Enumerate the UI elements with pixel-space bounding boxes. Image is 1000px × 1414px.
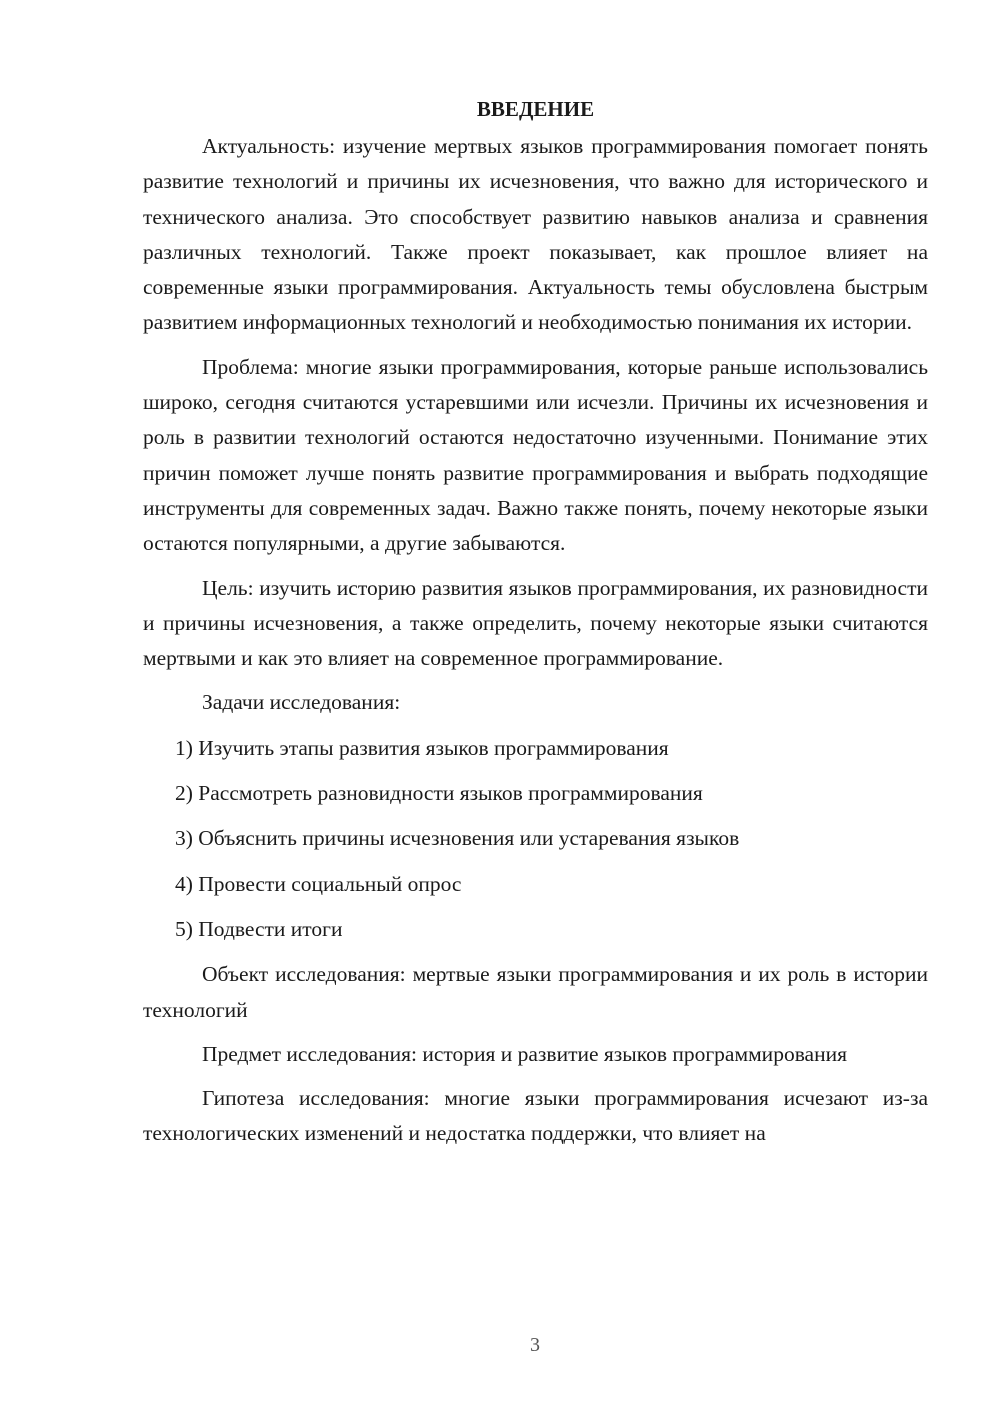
tasks-list <box>143 731 928 947</box>
list-item: 4) Провести социальный опрос <box>175 871 462 896</box>
object-paragraph: Объект исследования: мертвые языки программирования и их роль в истории технологий <box>143 962 928 1022</box>
problem-paragraph: Проблема: многие языки программирования, которые раньше использовались широко, сегодня считаются устаревшими или исчезли. Причины их исчезновения и роль в развитии технологий остаются недостаточно изученными. Понимание этих причин поможет лучше понять развитие программирования и выбрать подходящие инструменты для современных задач. Важно также понять, почему некоторые языки остаются популярными, а другие забываются. <box>143 354 928 556</box>
document-page <box>143 92 928 1161</box>
list-item: 2) Рассмотреть разновидности языков программирования <box>175 781 703 806</box>
relevance-paragraph: Актуальность: изучение мертвых языков программирования помогает понять развитие технологий и причины их исчезновения, что важно для исторического и технического анализа. Это способствует развитию навыков анализа и сравнения различных технологий. Также проект показывает, как прошлое влияет на современные языки программирования. Актуальность темы обусловлена быстрым развитием информационных технологий и необходимостью понимания их истории. <box>143 134 928 335</box>
goal-paragraph: Цель: изучить историю развития языков программирования, их разновидности и причины исчезновения, а также определить, почему некоторые языки считаются мертвыми и как это влияет на современное программирование. <box>143 575 928 671</box>
list-item: 1) Изучить этапы развития языков программирования <box>175 735 669 760</box>
list-item: 3) Объяснить причины исчезновения или устаревания языков <box>175 826 740 851</box>
hypothesis-paragraph: Гипотеза исследования: многие языки программирования исчезают из-за технологических изменений и недостатка поддержки, что влияет на <box>143 1086 928 1146</box>
subject-paragraph: Предмет исследования: история и развитие языков программирования <box>202 1041 847 1066</box>
list-item: 5) Подвести итоги <box>175 916 343 941</box>
section-heading: ВВЕДЕНИЕ <box>476 97 595 121</box>
tasks-heading: Задачи исследования: <box>202 690 401 715</box>
page-number: 3 <box>530 1334 540 1356</box>
